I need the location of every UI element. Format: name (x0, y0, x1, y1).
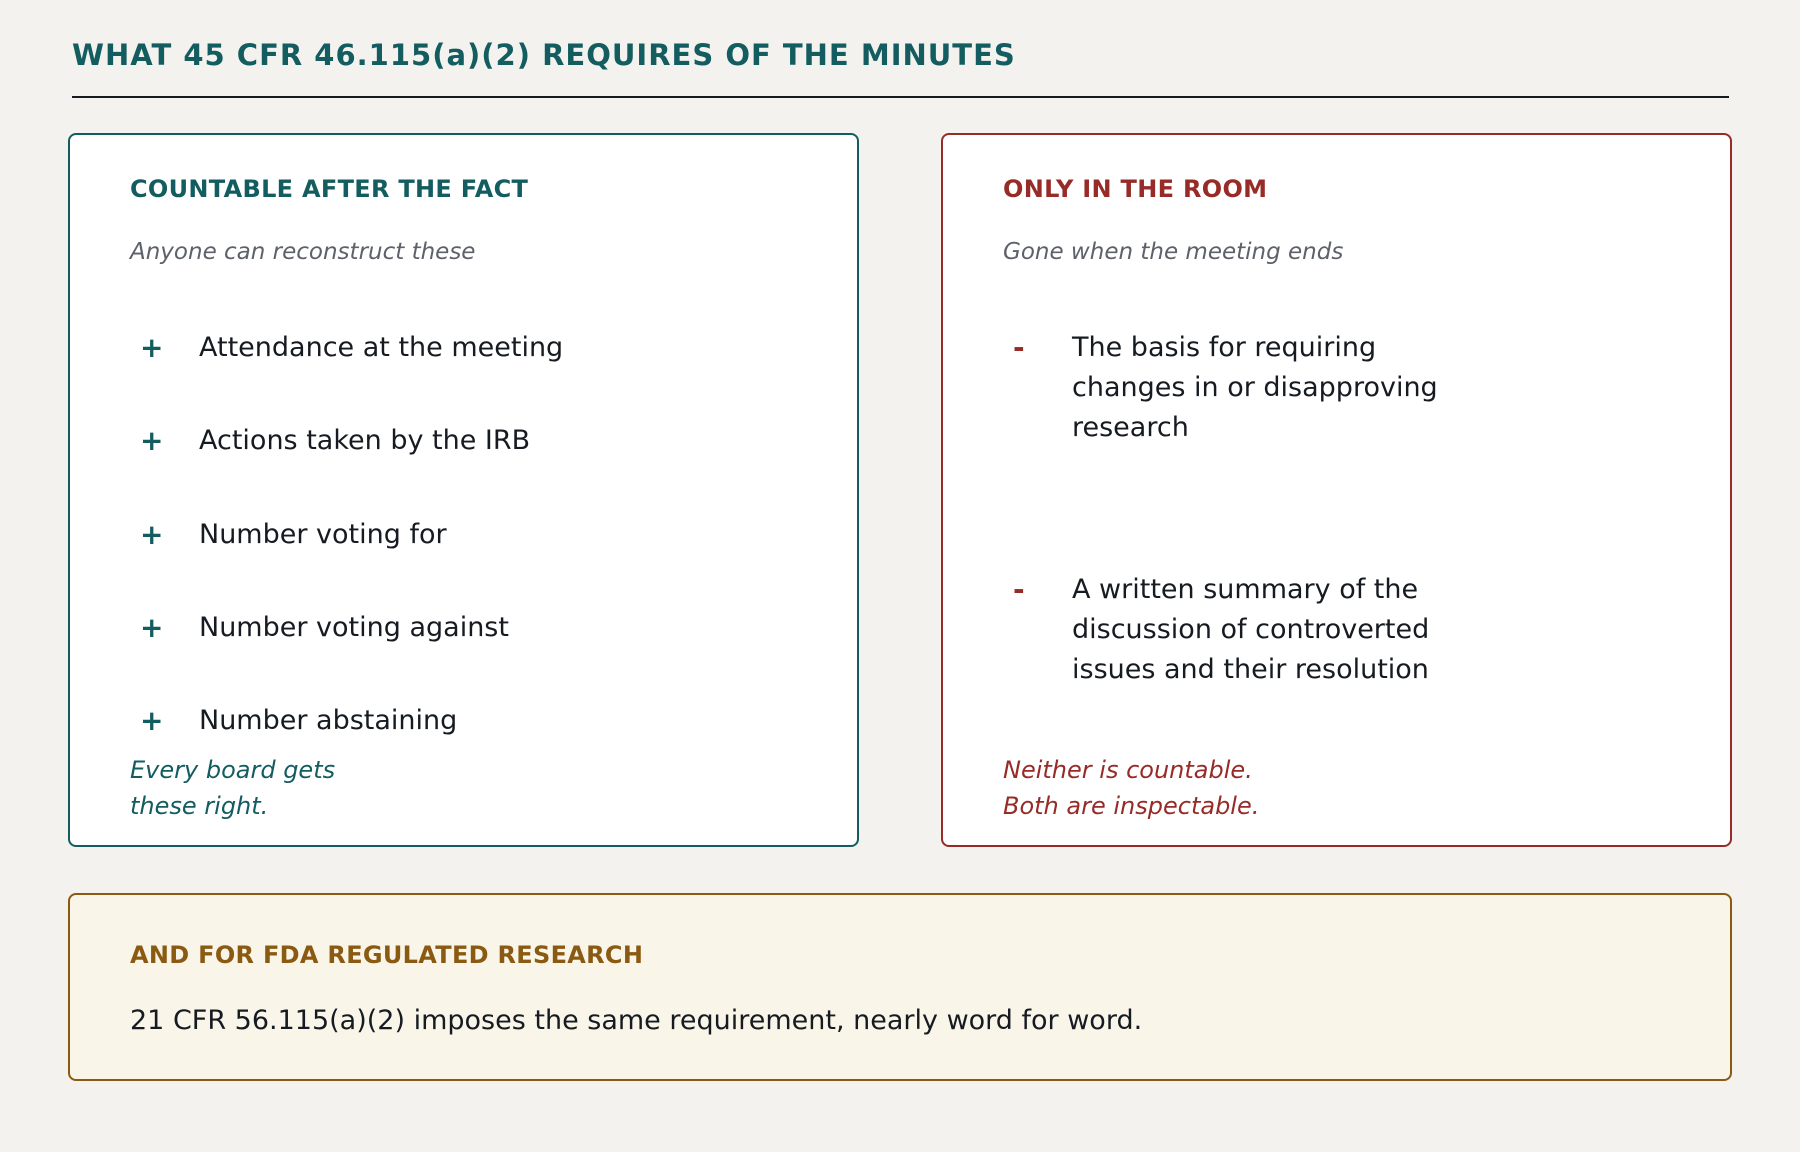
minus-icon: - (1013, 573, 1025, 606)
room-only-panel (941, 133, 1732, 847)
countable-item-text: Number voting for (199, 519, 447, 550)
room-only-item-text: A written summary of the discussion of controverted issues and their resolution (1072, 574, 1430, 685)
plus-icon: + (140, 424, 164, 457)
countable-item-text: Attendance at the meeting (199, 332, 564, 363)
room-only-panel-footnote: Neither is countable. Both are inspectable. (1003, 756, 1260, 820)
page-title: WHAT 45 CFR 46.115(a)(2) REQUIRES OF THE MINUTES (72, 38, 1016, 72)
countable-panel-subtitle: Anyone can reconstruct these (130, 239, 476, 265)
room-only-panel-heading: ONLY IN THE ROOM (1003, 175, 1268, 203)
countable-item-text: Number abstaining (199, 705, 458, 736)
fda-panel-body: 21 CFR 56.115(a)(2) imposes the same requirement, nearly word for word. (130, 1005, 1143, 1036)
room-only-panel-subtitle: Gone when the meeting ends (1003, 239, 1344, 265)
plus-icon: + (140, 611, 164, 644)
fda-panel (68, 893, 1732, 1081)
countable-panel (68, 133, 859, 847)
title-divider (72, 96, 1729, 98)
minus-icon: - (1013, 331, 1025, 364)
countable-item-text: Actions taken by the IRB (199, 425, 531, 456)
plus-icon: + (140, 518, 164, 551)
fda-panel-heading: AND FOR FDA REGULATED RESEARCH (130, 941, 644, 969)
room-only-item-text: The basis for requiring changes in or disapproving research (1072, 332, 1438, 443)
countable-item-text: Number voting against (199, 612, 509, 643)
countable-panel-footnote: Every board gets these right. (130, 756, 336, 820)
plus-icon: + (140, 331, 164, 364)
plus-icon: + (140, 704, 164, 737)
countable-panel-heading: COUNTABLE AFTER THE FACT (130, 175, 529, 203)
